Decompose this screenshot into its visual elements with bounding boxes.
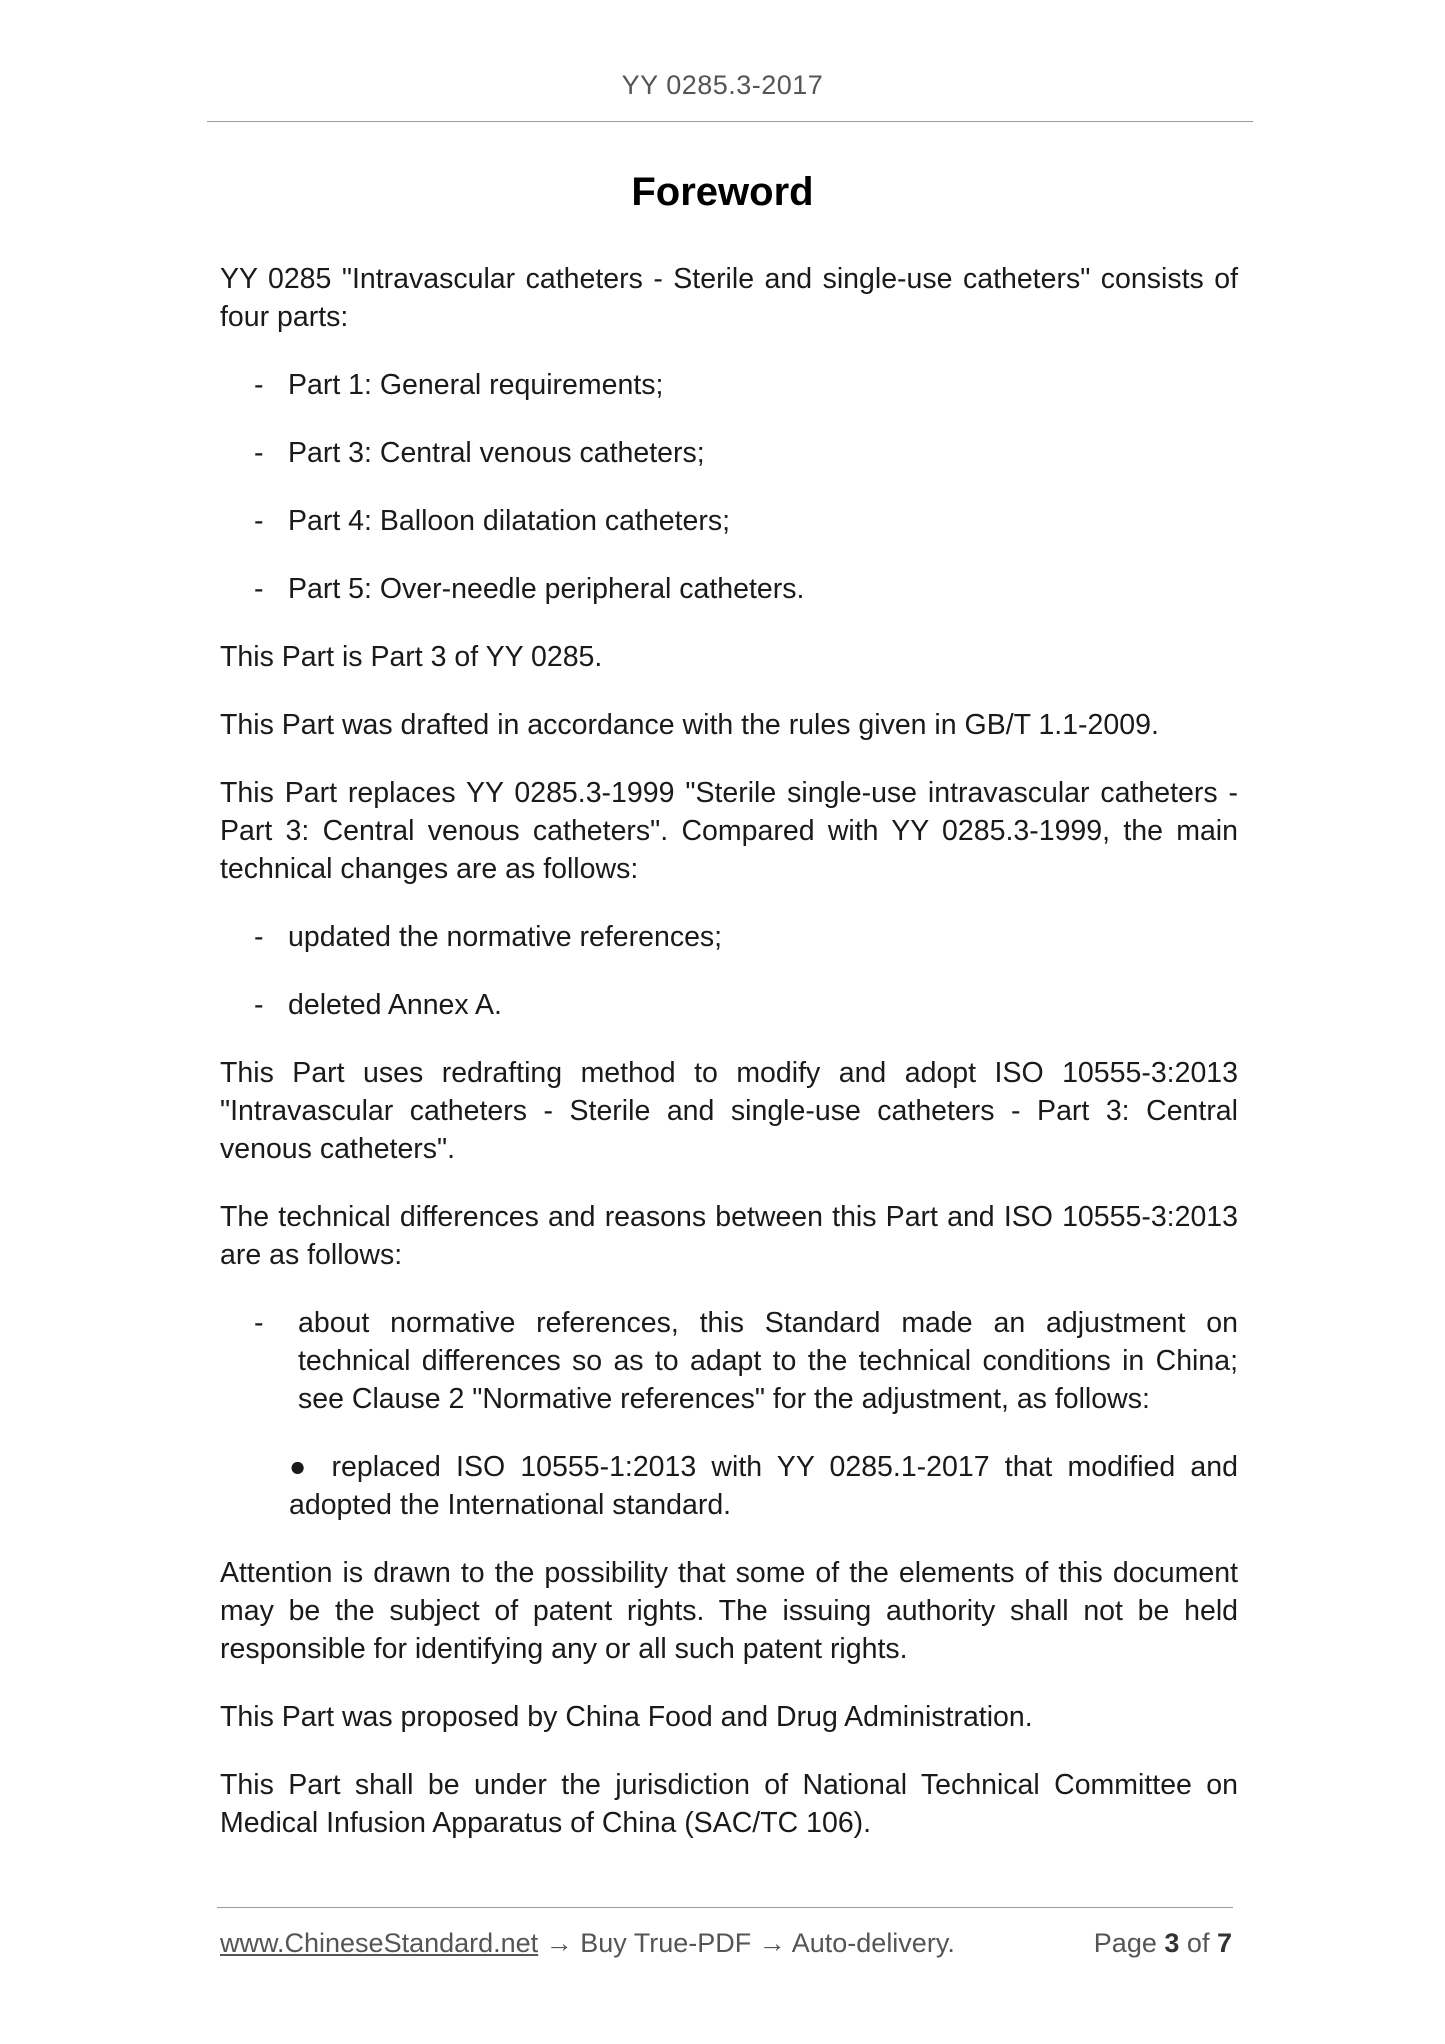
part-item-4: Part 4: Balloon dilatation catheters; — [288, 505, 731, 537]
page-label: Page — [1093, 1928, 1157, 1958]
footer-divider — [217, 1907, 1233, 1908]
difference-item: about normative references, this Standard made an adjustment on technical differences so as to adapt to the technical conditions in China; see Clause 2 "Normative references" for the adjustment, as follows: — [298, 1307, 1238, 1415]
dash-marker: - — [254, 437, 264, 469]
dash-marker: - — [254, 505, 264, 537]
list-item — [220, 1304, 1238, 1418]
dash-marker: - — [254, 989, 264, 1021]
dash-marker: - — [254, 1307, 264, 1339]
bullet-marker: ● — [289, 1451, 314, 1483]
list-item — [220, 986, 1238, 1024]
adoption-statement: This Part uses redrafting method to modify and adopt ISO 10555-3:2013 "Intravascular catheters - Sterile and single-use catheters - Part 3: Central venous catheters". — [220, 1057, 1238, 1165]
page-footer — [220, 1928, 1232, 1959]
part-item-1: Part 1: General requirements; — [288, 369, 664, 401]
change-item: deleted Annex A. — [288, 989, 502, 1021]
sub-bullet-text: replaced ISO 10555-1:2013 with YY 0285.1-2017 that modified and adopted the International standard. — [289, 1451, 1238, 1521]
website-link[interactable]: www.ChineseStandard.net — [220, 1928, 539, 1958]
differences-intro: The technical differences and reasons between this Part and ISO 10555-3:2013 are as follows: — [220, 1201, 1238, 1271]
page-total: 7 — [1216, 1928, 1232, 1958]
part-item-5: Part 5: Over-needle peripheral catheters. — [288, 573, 805, 605]
document-code: YY 0285.3-2017 — [621, 70, 824, 100]
dash-marker: - — [254, 369, 264, 401]
replacement-statement: This Part replaces YY 0285.3-1999 "Sterile single-use intravascular catheters - Part 3: Central venous catheters". Compared with YY 0285.3-1999, the main technical changes are as follows: — [220, 777, 1238, 885]
proposer-statement: This Part was proposed by China Food and Drug Administration. — [220, 1701, 1033, 1733]
list-item — [220, 918, 1238, 956]
dash-marker: - — [254, 573, 264, 605]
header-divider — [207, 121, 1253, 122]
list-item — [220, 434, 1238, 472]
list-item — [220, 570, 1238, 608]
sub-bullet-item — [289, 1448, 1238, 1524]
dash-marker: - — [254, 921, 264, 953]
part-statement: This Part is Part 3 of YY 0285. — [220, 641, 603, 673]
page-title: Foreword — [631, 170, 814, 214]
jurisdiction-statement: This Part shall be under the jurisdiction of National Technical Committee on Medical Infusion Apparatus of China (SAC/TC 106). — [220, 1769, 1238, 1839]
document-body — [220, 260, 1238, 1872]
drafting-statement: This Part was drafted in accordance with the rules given in GB/T 1.1-2009. — [220, 709, 1159, 741]
part-item-3: Part 3: Central venous catheters; — [288, 437, 705, 469]
page-current: 3 — [1164, 1928, 1180, 1958]
change-item: updated the normative references; — [288, 921, 723, 953]
patent-notice: Attention is drawn to the possibility that some of the elements of this document may be the subject of patent rights. The issuing authority shall not be held responsible for identifying any or all such patent rights. — [220, 1557, 1238, 1665]
page-of: of — [1186, 1928, 1210, 1958]
page-number — [1094, 1928, 1232, 1959]
footer-promo: → Buy True-PDF → Auto-delivery. — [538, 1928, 955, 1958]
intro-paragraph: YY 0285 "Intravascular catheters - Sterile and single-use catheters" consists of four parts: — [220, 263, 1238, 333]
list-item — [220, 366, 1238, 404]
list-item — [220, 502, 1238, 540]
